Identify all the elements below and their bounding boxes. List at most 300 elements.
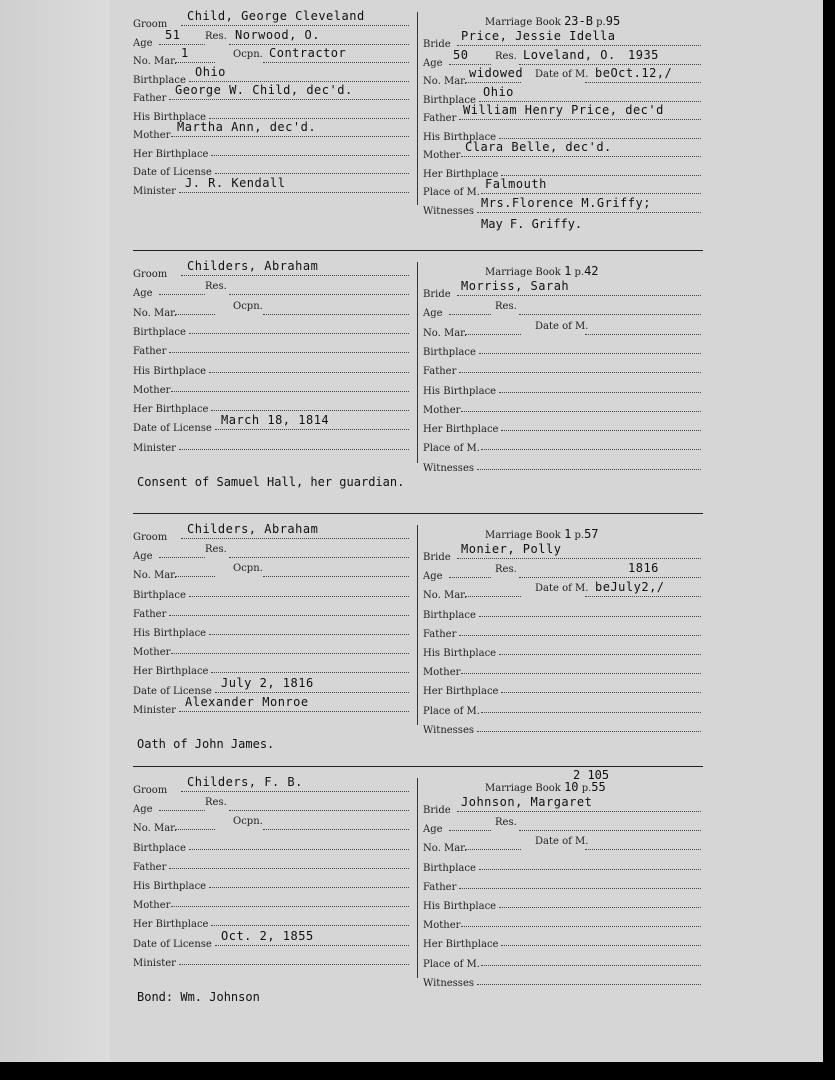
field-line [229, 810, 409, 811]
field-label: His Birthplace [423, 901, 497, 912]
field-label: Place of M. [423, 705, 480, 717]
field-label: Minister [133, 442, 176, 454]
field-row-her-birthplace [133, 397, 415, 415]
field-row-bride-witnesses [423, 456, 701, 474]
record-separator [133, 513, 703, 514]
field-label: Age [133, 288, 153, 300]
field-label: Witnesses [423, 462, 474, 474]
field-line [465, 82, 521, 83]
field-label: Age [423, 57, 443, 69]
field-label: Her Birthplace [133, 148, 209, 160]
field-row-father [133, 83, 415, 104]
field-label: p. [581, 783, 592, 794]
field-line [479, 616, 701, 617]
field-line [179, 711, 409, 712]
field-line [449, 314, 491, 315]
field-line [465, 849, 521, 850]
field-label: Minister [133, 957, 176, 969]
field-line [169, 615, 409, 616]
field-label: Ocpn. [233, 49, 263, 60]
field-line [189, 333, 409, 334]
field-label: Mother [423, 667, 461, 679]
record-note: Bond: Wm. Johnson [137, 990, 260, 1004]
field-row-bride-witnesses [423, 971, 701, 989]
field-line [461, 673, 701, 674]
field-value-groom: Childers, Abraham [187, 259, 319, 273]
field-row-birthplace [133, 320, 415, 338]
column-divider [417, 12, 418, 205]
field-value-witnesses-2: May F. Griffy. [481, 217, 583, 231]
column-divider [417, 525, 418, 725]
field-line [585, 849, 701, 850]
record [133, 259, 701, 512]
field-value-witnesses: Mrs.Florence M.Griffy; [481, 195, 651, 210]
field-line [181, 25, 409, 26]
field-line [519, 314, 701, 315]
marriage-book-line [485, 264, 599, 278]
field-value-ocpn: Contractor [269, 46, 347, 60]
field-line [461, 411, 701, 412]
field-value-bride-mother: Clara Belle, dec'd. [465, 140, 612, 154]
field-line [229, 557, 409, 558]
field-line [585, 596, 701, 597]
field-label: Marriage Book [485, 783, 561, 794]
marriage-book-page: 95 [605, 14, 621, 28]
field-row-bride-her-birthplace [423, 417, 701, 435]
field-row-groom [133, 775, 415, 796]
field-line [479, 101, 701, 102]
field-line [477, 212, 701, 213]
field-label: Groom [133, 19, 168, 30]
field-line [181, 538, 409, 539]
field-row-bride-birthplace [423, 603, 701, 621]
field-line [215, 945, 409, 946]
field-label: Mother [133, 900, 171, 912]
field-label: Res. [205, 281, 227, 293]
field-row-bride-mother [423, 140, 701, 161]
field-value-mother: Martha Ann, dec'd. [177, 120, 317, 134]
field-line [179, 192, 409, 193]
field-value-birthplace: Ohio [195, 64, 226, 79]
field-label: Father [133, 346, 167, 358]
field-row-birthplace [133, 836, 415, 854]
field-line [159, 810, 205, 811]
field-value-groom: Childers, F. B. [187, 775, 303, 789]
field-line [481, 965, 701, 966]
field-line [479, 869, 701, 870]
field-row-bride-bride [423, 542, 701, 563]
field-line [461, 156, 701, 157]
field-label: p. [574, 267, 585, 278]
field-row-no-mar [133, 301, 415, 319]
field-line [479, 353, 701, 354]
field-line [501, 945, 701, 946]
field-label: Birthplace [423, 609, 476, 621]
field-label: Age [133, 37, 153, 49]
field-line [215, 692, 409, 693]
field-line [175, 62, 215, 63]
field-label: Witnesses [423, 205, 474, 217]
field-label: Birthplace [133, 74, 186, 86]
field-row-bride-age [423, 817, 701, 835]
field-label: Minister [133, 704, 176, 716]
field-label: Mother [423, 920, 461, 932]
field-line [211, 672, 409, 673]
field-line [499, 138, 701, 139]
field-label: Her Birthplace [133, 404, 209, 416]
marriage-book-line [485, 527, 599, 541]
field-line [585, 334, 701, 335]
field-label: Witnesses [423, 724, 474, 736]
field-label: Bride [423, 805, 451, 816]
field-label: Father [423, 881, 457, 893]
field-value-bride-res: Loveland, O. [523, 47, 616, 62]
field-row-father [133, 339, 415, 357]
field-label: Bride [423, 552, 451, 563]
field-label: p. [596, 17, 606, 28]
field-value-minister: J. R. Kendall [185, 175, 286, 190]
field-line [457, 295, 701, 296]
field-line [209, 372, 409, 373]
field-label: Father [133, 861, 167, 873]
field-line [481, 193, 701, 194]
field-line [477, 731, 701, 732]
field-line [461, 926, 701, 927]
field-label: Father [133, 93, 167, 104]
field-value-date-of-m: beOct.12,/ [595, 66, 673, 80]
field-value-date-of-license: July 2, 1816 [221, 675, 314, 690]
field-row-mother [133, 640, 415, 658]
field-label: Her Birthplace [133, 666, 209, 678]
record-note: Consent of Samuel Hall, her guardian. [137, 475, 405, 489]
field-label: Res. [205, 30, 227, 42]
field-label: No. Mar. [423, 327, 468, 339]
field-row-her-birthplace [133, 142, 415, 160]
field-line [159, 294, 205, 295]
field-value-date-of-license: Oct. 2, 1855 [221, 928, 314, 943]
field-value-bride: Morriss, Sarah [461, 279, 570, 293]
marriage-book-page: 57 [584, 527, 599, 541]
field-row-bride-witnesses [423, 195, 701, 217]
field-label: Mother [423, 404, 461, 416]
field-row-bride-birthplace [423, 340, 701, 358]
field-label: Mother [133, 647, 171, 659]
field-label: No. Mar. [133, 823, 178, 835]
field-line [179, 449, 409, 450]
field-label: Ocpn. [233, 300, 263, 312]
field-label: No. Mar. [133, 570, 178, 582]
field-label: Bride [423, 39, 451, 50]
field-value-date-of-m: beJuly2,/ [595, 580, 665, 595]
field-row-minister [133, 436, 415, 454]
field-line [501, 430, 701, 431]
marriage-book-line [485, 780, 606, 794]
field-label: Groom [133, 269, 168, 280]
field-line [457, 45, 701, 46]
field-row-mother [133, 893, 415, 911]
scan-margin [0, 0, 110, 1062]
field-row-bride-birthplace [423, 856, 701, 874]
field-row-bride-her-birthplace [423, 679, 701, 697]
field-label: Date of M. [535, 320, 589, 332]
field-line [181, 275, 409, 276]
field-line [263, 62, 409, 63]
marriage-book-page: 42 [584, 264, 599, 278]
field-value-age: 51 [165, 27, 181, 42]
field-label: Res. [495, 817, 517, 829]
field-row-bride-father [423, 622, 701, 640]
field-label: No. Mar. [423, 76, 468, 87]
field-line [209, 887, 409, 888]
scan-border-right [823, 0, 835, 1080]
field-label: Birthplace [423, 346, 476, 358]
field-label: Groom [133, 532, 168, 543]
marriage-book-extra: 2 105 [573, 768, 610, 782]
field-label: Mother [423, 150, 461, 161]
marriage-book-number: 1 [564, 264, 572, 278]
field-label: Res. [205, 544, 227, 556]
field-label: Age [423, 308, 443, 320]
field-line [263, 314, 409, 315]
field-value-date-of-license: March 18, 1814 [221, 413, 330, 428]
field-line [229, 294, 409, 295]
field-label: Place of M. [423, 443, 480, 455]
field-label: Age [133, 804, 153, 816]
field-row-minister [133, 694, 415, 716]
field-line [181, 791, 409, 792]
field-row-bride-no-mar [423, 321, 701, 339]
field-line [519, 64, 701, 65]
field-row-bride-place-of-m [423, 699, 701, 717]
field-label: His Birthplace [133, 365, 207, 377]
record-note: Oath of John James. [137, 737, 275, 751]
field-row-bride-bride [423, 279, 701, 300]
field-label: Father [423, 628, 457, 640]
field-row-minister [133, 951, 415, 969]
field-label: Marriage Book [485, 17, 561, 28]
field-label: His Birthplace [133, 628, 207, 639]
field-line [189, 81, 409, 82]
field-label: Date of License [133, 938, 212, 950]
field-label: Date of License [133, 167, 212, 178]
scan-border-bottom [0, 1062, 835, 1080]
field-row-his-birthplace [133, 621, 415, 639]
field-row-bride-age [423, 301, 701, 319]
field-value-groom: Child, George Cleveland [187, 9, 365, 23]
column-divider [417, 778, 418, 978]
field-row-groom [133, 259, 415, 280]
field-label: Date of M. [535, 836, 589, 848]
field-label: No. Mar. [133, 307, 178, 319]
field-line [169, 99, 409, 100]
marriage-book-number: 10 [564, 780, 579, 794]
field-label: Witnesses [423, 977, 474, 989]
field-label: Birthplace [133, 326, 186, 338]
marriage-book-line [485, 14, 620, 28]
field-value-bride-no-mar: widowed [469, 66, 524, 80]
field-label: Bride [423, 289, 451, 300]
field-label: Her Birthplace [423, 686, 499, 698]
field-label: Birthplace [423, 862, 476, 874]
field-row-bride-her-birthplace [423, 932, 701, 950]
field-line [171, 136, 409, 137]
field-value-bride: Johnson, Margaret [461, 795, 593, 809]
field-label: His Birthplace [423, 385, 497, 397]
field-label: Res. [495, 301, 517, 313]
field-label: Date of License [133, 423, 212, 435]
field-label: Groom [133, 785, 168, 796]
field-row-bride-mother [423, 660, 701, 678]
field-value-bride-age: 50 [453, 47, 469, 62]
field-line [229, 44, 409, 45]
field-row-minister [133, 175, 415, 197]
field-label: No. Mar. [423, 843, 468, 855]
field-line [449, 64, 491, 65]
field-row-bride-place-of-m [423, 952, 701, 970]
field-value-place-of-m: Falmouth [485, 177, 547, 191]
field-row-bride-father [423, 359, 701, 377]
field-line [215, 173, 409, 174]
field-row-bride-no-mar [423, 66, 701, 87]
field-label: Her Birthplace [423, 424, 499, 436]
field-label: Place of M. [423, 187, 480, 198]
field-row-mother [133, 378, 415, 396]
record [133, 9, 701, 244]
field-label: Age [423, 571, 443, 583]
field-line [459, 372, 701, 373]
field-line [519, 577, 701, 578]
field-line [179, 964, 409, 965]
field-value-bride-res-extra: 1816 [628, 561, 659, 576]
field-line [459, 635, 701, 636]
field-label: Ocpn. [233, 563, 263, 575]
field-value-groom: Childers, Abraham [187, 522, 319, 536]
record-separator [133, 766, 703, 767]
field-row-date-of-license [133, 413, 415, 435]
field-row-age [133, 281, 415, 299]
field-label: No. Mar. [423, 590, 468, 602]
field-line [481, 449, 701, 450]
field-line [263, 576, 409, 577]
field-value-bride-birthplace: Ohio [483, 84, 514, 99]
field-row-bride-father [423, 103, 701, 124]
field-label: Date of License [133, 685, 212, 697]
field-line [481, 712, 701, 713]
field-row-no-mar [133, 816, 415, 834]
field-row-bride-bride [423, 795, 701, 816]
field-line [159, 44, 205, 45]
field-label: Age [133, 551, 153, 563]
field-line [459, 888, 701, 889]
field-line [171, 906, 409, 907]
field-label: Her Birthplace [423, 939, 499, 951]
field-line [499, 392, 701, 393]
field-line [519, 830, 701, 831]
field-label: His Birthplace [423, 648, 497, 659]
field-label: Birthplace [133, 589, 186, 601]
field-row-age [133, 544, 415, 562]
field-line [215, 429, 409, 430]
field-label: p. [574, 530, 585, 541]
field-row-his-birthplace [133, 874, 415, 892]
field-row-bride-father [423, 875, 701, 893]
field-line [175, 314, 215, 315]
field-line [501, 692, 701, 693]
field-value-res: Norwood, O. [235, 27, 320, 42]
marriage-book-page: 55 [591, 780, 606, 794]
field-row-bride-place-of-m [423, 436, 701, 454]
field-label: Res. [495, 50, 517, 62]
field-label: Father [133, 608, 167, 620]
field-label: Her Birthplace [423, 168, 499, 180]
field-line [263, 829, 409, 830]
field-row-father [133, 855, 415, 873]
field-row-father [133, 602, 415, 620]
field-row-bride-his-birthplace [423, 894, 701, 912]
column-divider [417, 262, 418, 463]
field-row-bride-witnesses [423, 718, 701, 736]
field-line [211, 410, 409, 411]
field-line [175, 576, 215, 577]
field-line [189, 849, 409, 850]
field-row-bride-mother [423, 913, 701, 931]
field-line [465, 334, 521, 335]
field-label: Date of M. [535, 583, 589, 595]
field-line [457, 811, 701, 812]
field-line [169, 868, 409, 869]
field-row-bride-no-mar [423, 836, 701, 854]
marriage-book-number: 23-B [564, 14, 593, 28]
field-label: Mother [133, 130, 171, 141]
field-label: Res. [205, 797, 227, 809]
marriage-book-number: 1 [564, 527, 572, 541]
field-line [585, 82, 701, 83]
field-value-father: George W. Child, dec'd. [175, 83, 353, 97]
field-value-no-mar: 1 [181, 46, 189, 60]
field-line [159, 557, 205, 558]
record [133, 768, 701, 1048]
field-label: Birthplace [133, 842, 186, 854]
field-row-bride-mother [423, 398, 701, 416]
field-line [449, 830, 491, 831]
field-line [211, 155, 409, 156]
field-row-bride-his-birthplace [423, 641, 701, 659]
field-line [209, 118, 409, 119]
field-row-birthplace [133, 583, 415, 601]
field-label: Date of M. [535, 69, 589, 80]
field-line [477, 984, 701, 985]
field-row-no-mar [133, 46, 415, 67]
field-label: His Birthplace [133, 881, 207, 892]
field-line [175, 829, 215, 830]
field-value-bride: Monier, Polly [461, 542, 562, 556]
field-line [499, 654, 701, 655]
field-row-groom [133, 522, 415, 543]
field-line [171, 391, 409, 392]
field-row-bride-no-mar [423, 580, 701, 602]
field-line [211, 925, 409, 926]
field-row-date-of-license [133, 928, 415, 950]
field-line [465, 596, 521, 597]
record [133, 522, 701, 775]
field-label: Father [423, 113, 457, 124]
field-line [189, 596, 409, 597]
field-label: Birthplace [423, 94, 476, 106]
field-value-bride: Price, Jessie Idella [461, 29, 616, 43]
field-line [477, 469, 701, 470]
field-label: Mother [133, 384, 171, 396]
field-line [449, 577, 491, 578]
